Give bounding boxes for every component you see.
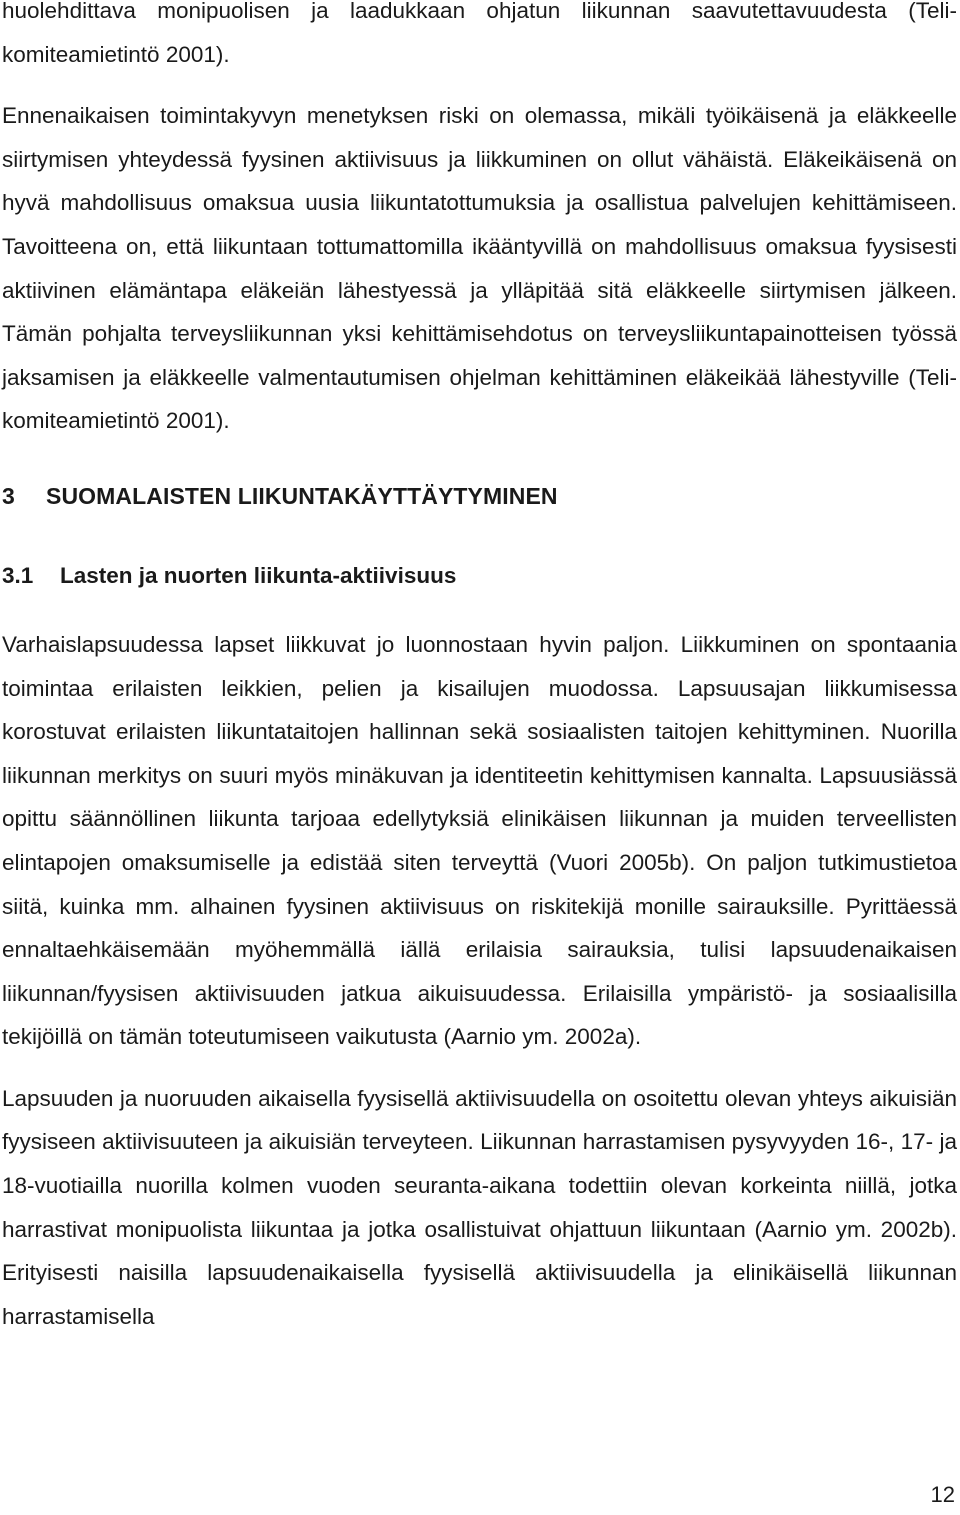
paragraph-retirement-activity: Ennenaikaisen toimintakyvyn menetyksen riski on olemassa, mikäli työikäisenä ja eläkkeelle siirtymisen yhteydessä fyysinen aktiivisuus ja liikkuminen on ollut vähäistä. Eläkeikäisenä on hyvä mahdollisuus omaksua uusia liikuntatottumuksia ja osallistua palvelujen kehittämiseen. Tavoitteena on, että liikuntaan tottumattomilla ikääntyvillä on mahdollisuus omaksua fyysisesti aktiivinen elämäntapa eläkeiän lähestyessä ja ylläpitää sitä eläkkeelle siirtymisen jälkeen. Tämän pohjalta terveysliikunnan yksi kehittämisehdotus on terveysliikuntapainotteisen työssä jaksamisen ja eläkkeelle valmentautumisen ohjelman kehittäminen eläkeikää lähestyville (Teli-komiteamietintö 2001). — [2, 103, 957, 434]
paragraph-youth-activity: Lapsuuden ja nuoruuden aikaisella fyysisellä aktiivisuudella on osoitettu olevan yhteys aikuisiän fyysiseen aktiivisuuteen ja aikuisiän terveyteen. Liikunnan harrastamisen pysyvyyden 16-, 17- ja 18-vuotiailla nuorilla kolmen vuoden seuranta-aikana todettiin olevan korkeinta niillä, jotka harrastivat monipuolista liikuntaa ja jotka osallistuivat ohjattuun liikuntaan (Aarnio ym. 2002b). Erityisesti naisilla lapsuudenaikaisella fyysisellä aktiivisuudella ja elinikäisellä liikunnan harrastamisella — [2, 1085, 957, 1329]
paragraph-continuation: huolehdittava monipuolisen ja laadukkaan ohjatun liikunnan saavutettavuudesta (Teli-komiteamietintö 2001). — [2, 0, 957, 67]
subsection-title: Lasten ja nuorten liikunta-aktiivisuus — [60, 562, 457, 588]
paragraph-childhood-activity: Varhaislapsuudessa lapset liikkuvat jo luonnostaan hyvin paljon. Liikkuminen on spontaania toimintaa erilaisten leikkien, pelien ja kisailujen muodossa. Lapsuusajan liikkumisessa korostuvat erilaisten liikuntataitojen hallinnan sekä sosiaalisten taitojen kehittyminen. Nuorilla liikunnan merkitys on suuri myös minäkuvan ja identiteetin kehittymisen kannalta. Lapsuusiässä opittu säännöllinen liikunta tarjoaa edellytyksiä elinikäisen liikunnan ja muiden terveellisten elintapojen omaksumiselle ja edistää siten terveyttä (Vuori 2005b). On paljon tutkimustietoa siitä, kuinka mm. alhainen fyysinen aktiivisuus on riskitekijä monille sairauksille. Pyrittäessä ennaltaehkäisemään myöhemmällä iällä erilaisia sairauksia, tulisi lapsuudenaikaisen liikunnan/fyysisen aktiivisuuden jatkua aikuisuudessa. Erilaisilla ympäristö- ja sosiaalisilla tekijöillä on tämän toteutumiseen vaikutusta (Aarnio ym. 2002a). — [2, 631, 957, 1050]
subsection-heading — [2, 561, 957, 591]
page-number: 12 — [930, 1482, 955, 1507]
document-page — [2, 0, 957, 1338]
section-heading — [2, 481, 957, 511]
section-number: 3 — [2, 482, 15, 509]
subsection-number: 3.1 — [2, 562, 34, 588]
section-title: SUOMALAISTEN LIIKUNTAKÄYTTÄYTYMINEN — [46, 482, 558, 509]
